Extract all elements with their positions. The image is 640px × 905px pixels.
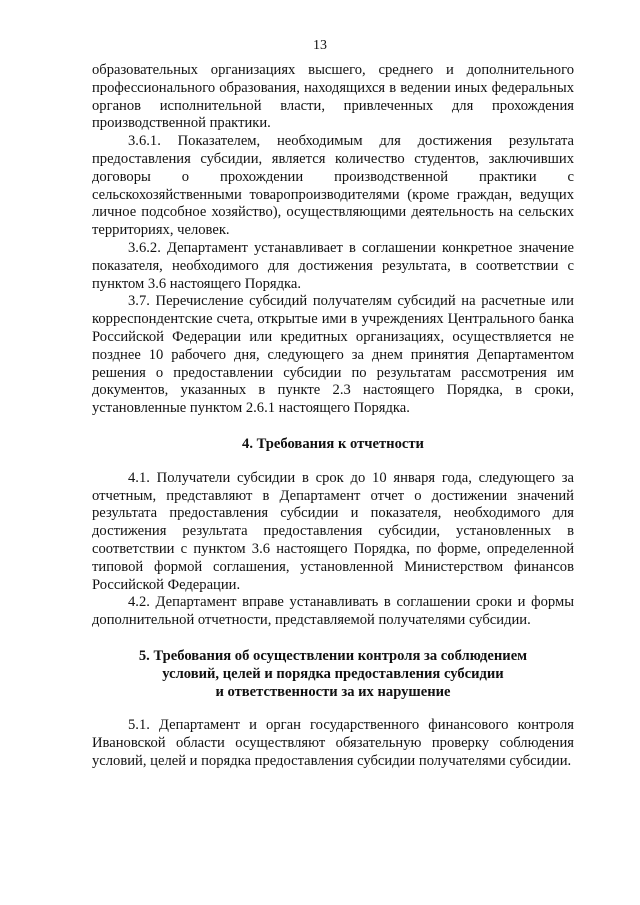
section-5-heading-line2: условий, целей и порядка предоставления субсидии xyxy=(162,665,504,682)
paragraph-3-6-1: 3.6.1. Показателем, необходимым для достижения результата предоставления субсидии, является количество студентов, заключивших договоры о прохождении производственной практики с сельскохозяйственными товаропроизводителями (кроме граждан, ведущих личное подсобное хозяйство), осуществляющими деятельность на сельских территориях, человек. xyxy=(92,133,574,239)
paragraph-3-7: 3.7. Перечисление субсидий получателям субсидий на расчетные или корреспондентские счета, открытые ими в учреждениях Центрального банка Российской Федерации или кредитных организациях, осуществляется не позднее 10 рабочего дня, следующего за днем принятия Департаментом решения о предоставлении субсидии по результатам рассмотрения им документов, указанных в пункте 2.3 настоящего Порядка, в сроки, установленные пунктом 2.6.1 настоящего Порядка. xyxy=(92,293,574,417)
paragraph-4-1: 4.1. Получатели субсидии в срок до 10 января года, следующего за отчетным, представляют в Департамент отчет о достижении значений результата предоставления субсидии и показателя, необходимого для достижения результата предоставления субсидии, установленных в соответствии с пунктом 3.6 настоящего Порядка, по форме, определенной типовой формой соглашения, установленной Министерством финансов Российской Федерации. xyxy=(92,469,574,593)
document-body xyxy=(92,62,574,771)
section-5-heading-line1: 5. Требования об осуществлении контроля за соблюдением xyxy=(138,647,528,664)
section-5-heading-line3: и ответственности за их нарушение xyxy=(215,683,451,700)
section-4-heading xyxy=(92,436,574,454)
paragraph-continuation: образовательных организациях высшего, среднего и дополнительного профессионального образования, находящихся в ведении иных федеральных органов исполнительной власти, привлеченных для прохождения производственной практики. xyxy=(92,62,574,132)
page-number: 13 xyxy=(313,38,327,53)
paragraph-3-6-2: 3.6.2. Департамент устанавливает в соглашении конкретное значение показателя, необходимого для достижения результата, в соответствии с пунктом 3.6 настоящего Порядка. xyxy=(92,239,574,292)
paragraph-4-2: 4.2. Департамент вправе устанавливать в соглашении сроки и формы дополнительной отчетности, представляемой получателями субсидии. xyxy=(92,594,574,629)
paragraph-5-1: 5.1. Департамент и орган государственного финансового контроля Ивановской области осуществляют обязательную проверку соблюдения условий, целей и порядка предоставления субсидии получателями субсидии. xyxy=(92,717,574,769)
section-5-heading xyxy=(92,648,574,701)
section-4-heading-text: 4. Требования к отчетности xyxy=(242,435,424,452)
